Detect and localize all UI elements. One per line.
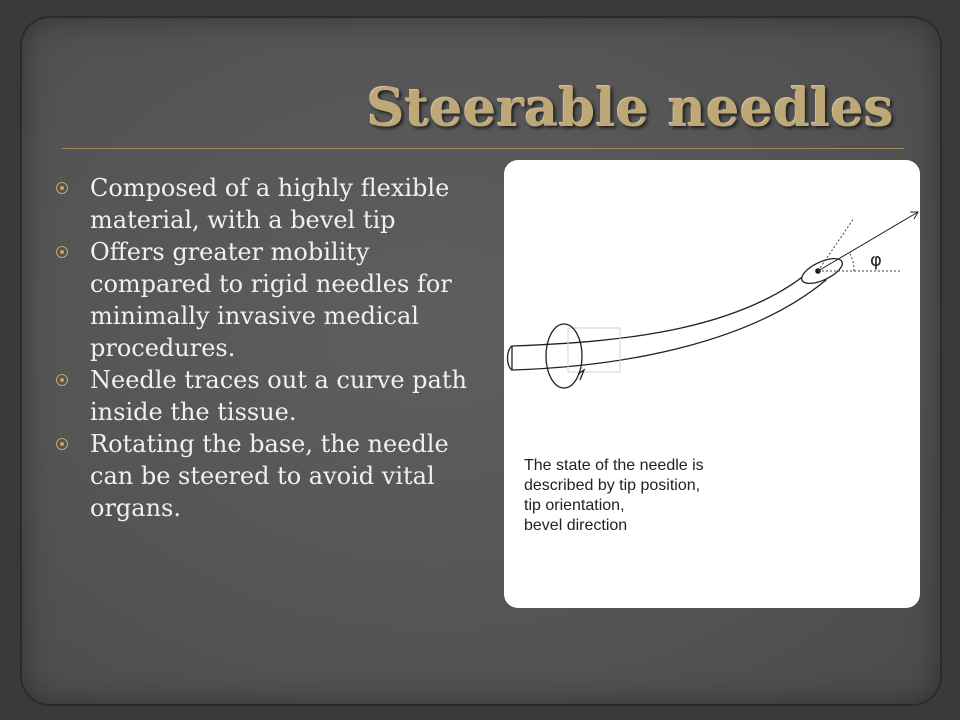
bullet-list bbox=[56, 172, 476, 524]
bullet-text: Composed of a highly flexible material, with a bevel tip bbox=[90, 174, 450, 234]
bullet-circle-icon bbox=[56, 246, 68, 258]
figure-caption bbox=[524, 456, 904, 536]
caption-line: bevel direction bbox=[524, 517, 628, 534]
bullet-item bbox=[56, 428, 476, 524]
caption-line: The state of the needle is bbox=[524, 457, 704, 474]
caption-line: tip orientation, bbox=[524, 497, 625, 514]
title-divider bbox=[62, 148, 904, 149]
needle-figure-panel bbox=[504, 160, 920, 608]
bullet-item bbox=[56, 364, 476, 428]
bullet-circle-icon bbox=[56, 182, 68, 194]
needle-body bbox=[512, 266, 826, 370]
angle-label: φ bbox=[870, 250, 882, 271]
slide-title: Steerable needles bbox=[366, 78, 894, 139]
bullet-text: Needle traces out a curve path inside the tissue. bbox=[90, 366, 467, 426]
bullet-circle-icon bbox=[56, 438, 68, 450]
bullet-item bbox=[56, 236, 476, 364]
bullet-circle-icon bbox=[56, 374, 68, 386]
bullet-item bbox=[56, 172, 476, 236]
needle-base-end bbox=[508, 346, 513, 370]
caption-line: described by tip position, bbox=[524, 477, 701, 494]
needle-diagram bbox=[504, 160, 920, 608]
bullet-text: Rotating the base, the needle can be steered to avoid vital organs. bbox=[90, 430, 449, 522]
bullet-text: Offers greater mobility compared to rigid needles for minimally invasive medical procedures. bbox=[90, 238, 452, 362]
angle-arc bbox=[849, 252, 854, 271]
tip-direction-arrow bbox=[818, 212, 918, 271]
